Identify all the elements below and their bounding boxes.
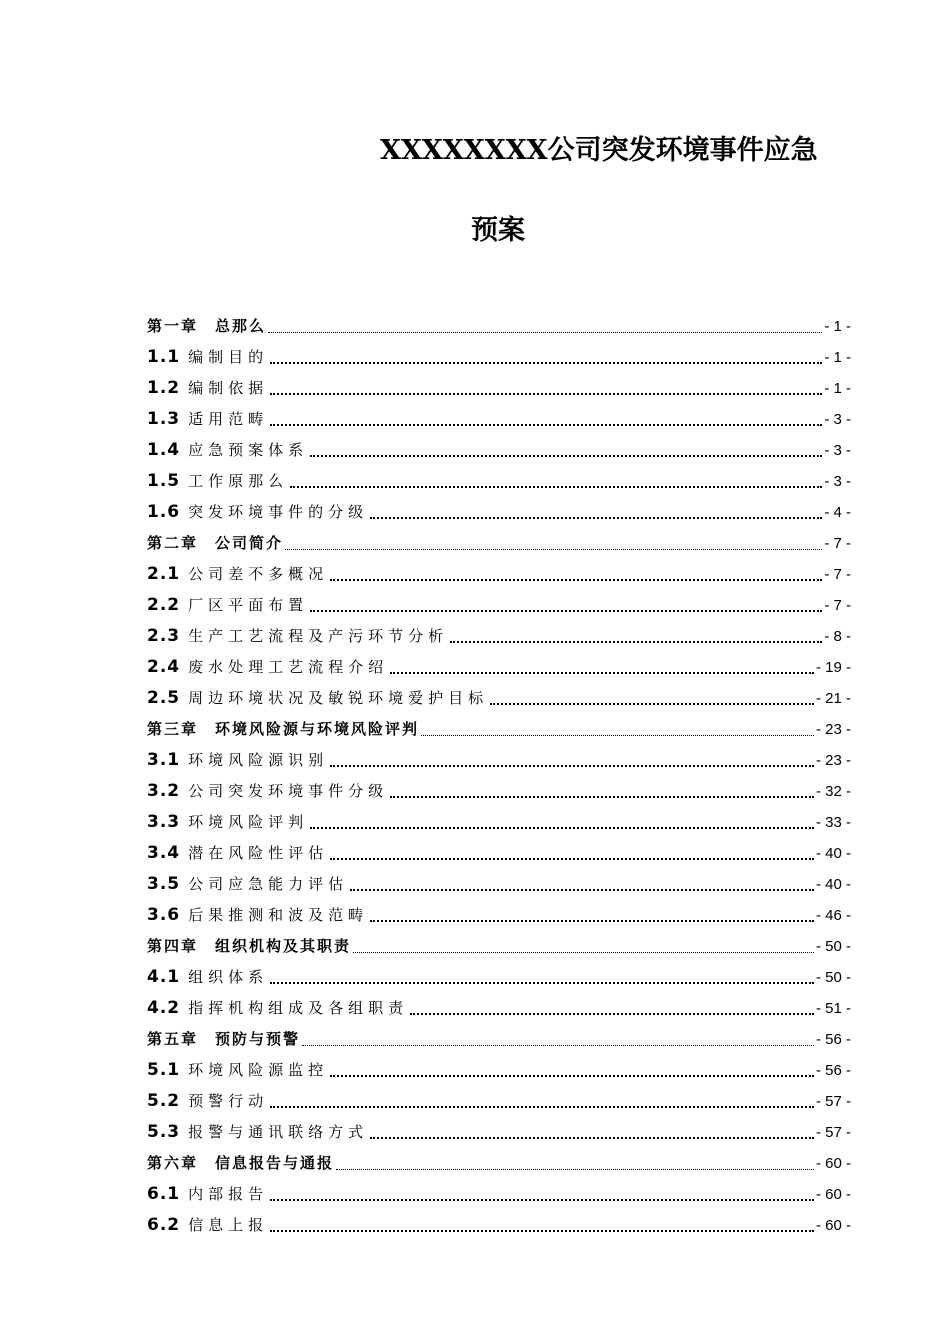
toc-section-number: 1.1 xyxy=(147,347,181,367)
toc-section-entry[interactable] xyxy=(147,993,851,1024)
toc-page-number: - 4 - xyxy=(824,504,851,521)
toc-dot-leader xyxy=(350,889,814,891)
toc-section-number: 3.4 xyxy=(147,843,181,863)
toc-page-number: - 1 - xyxy=(824,318,851,335)
toc-section-text: 公司差不多概况 xyxy=(188,565,329,583)
toc-section-entry[interactable] xyxy=(147,1179,851,1210)
toc-page-number: - 21 - xyxy=(815,690,851,707)
toc-section-number: 1.6 xyxy=(147,502,181,522)
toc-dot-leader xyxy=(330,579,822,581)
toc-dot-leader xyxy=(270,1106,814,1108)
toc-section-text: 周边环境状况及敏锐环境爱护目标 xyxy=(188,689,489,707)
toc-dot-leader xyxy=(330,1075,814,1077)
toc-section-number: 1.3 xyxy=(147,409,181,429)
toc-dot-leader xyxy=(370,920,814,922)
toc-dot-leader xyxy=(270,393,822,395)
toc-page-number: - 56 - xyxy=(815,1031,851,1048)
toc-section-label xyxy=(147,435,308,466)
toc-section-entry[interactable] xyxy=(147,590,851,621)
toc-section-entry[interactable] xyxy=(147,342,851,373)
toc-dot-leader xyxy=(490,703,814,705)
toc-section-label xyxy=(147,993,408,1024)
toc-section-text: 指挥机构组成及各组职责 xyxy=(188,999,409,1017)
toc-section-entry[interactable] xyxy=(147,1055,851,1086)
toc-section-number: 3.3 xyxy=(147,812,181,832)
toc-section-label xyxy=(147,466,288,497)
toc-section-label xyxy=(147,621,448,652)
toc-dot-leader xyxy=(268,332,822,333)
toc-section-entry[interactable] xyxy=(147,373,851,404)
toc-section-label xyxy=(147,900,368,931)
toc-section-number: 2.5 xyxy=(147,688,181,708)
toc-section-text: 工作原那么 xyxy=(188,472,289,490)
toc-section-label xyxy=(147,745,328,776)
toc-chapter-label: 第二章 公司简介 xyxy=(147,534,284,552)
toc-chapter-label: 第六章 信息报告与通报 xyxy=(147,1154,335,1172)
toc-chapter-entry[interactable] xyxy=(147,714,851,745)
toc-page-number: - 7 - xyxy=(824,535,851,552)
toc-page-number: - 50 - xyxy=(815,969,851,986)
toc-dot-leader xyxy=(390,796,814,798)
toc-section-label xyxy=(147,373,268,404)
toc-section-label xyxy=(147,652,388,683)
toc-section-number: 5.1 xyxy=(147,1060,181,1080)
toc-page-number: - 51 - xyxy=(815,1000,851,1017)
toc-chapter-entry[interactable] xyxy=(147,1148,851,1179)
toc-section-label xyxy=(147,869,348,900)
toc-page-number: - 3 - xyxy=(824,411,851,428)
toc-section-number: 4.1 xyxy=(147,967,181,987)
toc-section-text: 环境风险源监控 xyxy=(188,1061,329,1079)
table-of-contents xyxy=(147,311,851,1241)
toc-section-text: 编制依据 xyxy=(188,379,269,397)
toc-section-entry[interactable] xyxy=(147,466,851,497)
toc-section-label xyxy=(147,683,488,714)
toc-section-label xyxy=(147,1179,268,1210)
toc-section-text: 编制目的 xyxy=(188,348,269,366)
toc-dot-leader xyxy=(302,1045,814,1046)
toc-page-number: - 60 - xyxy=(815,1155,851,1172)
toc-section-label xyxy=(147,807,308,838)
toc-section-text: 公司应急能力评估 xyxy=(188,875,349,893)
toc-dot-leader xyxy=(370,517,822,519)
toc-section-label xyxy=(147,559,328,590)
toc-section-entry[interactable] xyxy=(147,776,851,807)
toc-page-number: - 40 - xyxy=(815,845,851,862)
toc-dot-leader xyxy=(421,735,814,736)
toc-section-label xyxy=(147,1055,328,1086)
toc-section-entry[interactable] xyxy=(147,869,851,900)
toc-section-entry[interactable] xyxy=(147,435,851,466)
toc-section-text: 生产工艺流程及产污环节分析 xyxy=(188,627,449,645)
toc-section-text: 环境风险源识别 xyxy=(188,751,329,769)
toc-page-number: - 56 - xyxy=(815,1062,851,1079)
toc-section-label xyxy=(147,962,268,993)
toc-section-text: 废水处理工艺流程介绍 xyxy=(188,658,389,676)
toc-section-label xyxy=(147,590,308,621)
toc-section-number: 1.2 xyxy=(147,378,181,398)
toc-page-number: - 32 - xyxy=(815,783,851,800)
toc-chapter-entry[interactable] xyxy=(147,931,851,962)
toc-chapter-label: 第三章 环境风险源与环境风险评判 xyxy=(147,720,420,738)
toc-section-text: 适用范畴 xyxy=(188,410,269,428)
toc-section-label xyxy=(147,1210,268,1241)
toc-dot-leader xyxy=(330,858,814,860)
toc-section-number: 2.3 xyxy=(147,626,181,646)
toc-section-number: 6.1 xyxy=(147,1184,181,1204)
toc-section-label xyxy=(147,1086,268,1117)
toc-section-text: 报警与通讯联络方式 xyxy=(188,1123,369,1141)
toc-section-entry[interactable] xyxy=(147,900,851,931)
toc-page-number: - 8 - xyxy=(824,628,851,645)
toc-page-number: - 7 - xyxy=(824,597,851,614)
toc-section-label xyxy=(147,497,368,528)
toc-chapter-entry[interactable] xyxy=(147,311,851,342)
toc-section-entry[interactable] xyxy=(147,807,851,838)
toc-section-entry[interactable] xyxy=(147,1117,851,1148)
toc-page-number: - 7 - xyxy=(824,566,851,583)
toc-page-number: - 19 - xyxy=(815,659,851,676)
toc-section-entry[interactable] xyxy=(147,838,851,869)
toc-dot-leader xyxy=(353,952,814,953)
toc-dot-leader xyxy=(450,641,822,643)
toc-section-text: 内部报告 xyxy=(188,1185,269,1203)
toc-section-entry[interactable] xyxy=(147,745,851,776)
toc-dot-leader xyxy=(410,1013,814,1015)
toc-section-label xyxy=(147,776,388,807)
toc-dot-leader xyxy=(310,827,814,829)
toc-section-number: 3.5 xyxy=(147,874,181,894)
toc-chapter-label: 第四章 组织机构及其职责 xyxy=(147,937,352,955)
toc-chapter-label: 第一章 总那么 xyxy=(147,317,267,335)
toc-section-label xyxy=(147,342,268,373)
toc-page-number: - 23 - xyxy=(815,721,851,738)
document-title-line1: XXXXXXXX公司突发环境事件应急 xyxy=(380,135,818,166)
toc-dot-leader xyxy=(330,765,814,767)
toc-dot-leader xyxy=(270,1230,814,1232)
toc-section-number: 2.2 xyxy=(147,595,181,615)
toc-section-number: 1.5 xyxy=(147,471,181,491)
toc-page-number: - 1 - xyxy=(824,380,851,397)
toc-section-entry[interactable] xyxy=(147,683,851,714)
toc-page-number: - 1 - xyxy=(824,349,851,366)
toc-section-entry[interactable] xyxy=(147,559,851,590)
toc-dot-leader xyxy=(290,486,822,488)
toc-section-text: 公司突发环境事件分级 xyxy=(188,782,389,800)
toc-section-text: 组织体系 xyxy=(188,968,269,986)
toc-page-number: - 50 - xyxy=(815,938,851,955)
toc-section-number: 6.2 xyxy=(147,1215,181,1235)
toc-section-label xyxy=(147,1117,368,1148)
toc-dot-leader xyxy=(270,982,814,984)
toc-page-number: - 46 - xyxy=(815,907,851,924)
toc-page-number: - 23 - xyxy=(815,752,851,769)
toc-dot-leader xyxy=(310,455,822,457)
toc-page-number: - 57 - xyxy=(815,1124,851,1141)
toc-page-number: - 40 - xyxy=(815,876,851,893)
toc-section-entry[interactable] xyxy=(147,1210,851,1241)
toc-dot-leader xyxy=(336,1169,814,1170)
toc-section-number: 2.4 xyxy=(147,657,181,677)
toc-section-number: 1.4 xyxy=(147,440,181,460)
toc-section-text: 后果推测和波及范畴 xyxy=(188,906,369,924)
toc-section-label xyxy=(147,838,328,869)
toc-section-text: 预警行动 xyxy=(188,1092,269,1110)
toc-page-number: - 3 - xyxy=(824,473,851,490)
toc-chapter-entry[interactable] xyxy=(147,1024,851,1055)
toc-page-number: - 60 - xyxy=(815,1217,851,1234)
toc-section-label xyxy=(147,404,268,435)
toc-section-number: 2.1 xyxy=(147,564,181,584)
toc-dot-leader xyxy=(270,1199,814,1201)
toc-section-text: 环境风险评判 xyxy=(188,813,309,831)
toc-section-text: 突发环境事件的分级 xyxy=(188,503,369,521)
toc-section-text: 信息上报 xyxy=(188,1216,269,1234)
toc-page-number: - 3 - xyxy=(824,442,851,459)
toc-section-entry[interactable] xyxy=(147,652,851,683)
toc-section-text: 厂区平面布置 xyxy=(188,596,309,614)
toc-page-number: - 57 - xyxy=(815,1093,851,1110)
toc-section-text: 应急预案体系 xyxy=(188,441,309,459)
toc-dot-leader xyxy=(270,424,822,426)
toc-section-entry[interactable] xyxy=(147,404,851,435)
toc-dot-leader xyxy=(370,1137,814,1139)
toc-section-number: 5.2 xyxy=(147,1091,181,1111)
toc-section-entry[interactable] xyxy=(147,621,851,652)
toc-page-number: - 33 - xyxy=(815,814,851,831)
toc-section-entry[interactable] xyxy=(147,962,851,993)
toc-section-text: 潜在风险性评估 xyxy=(188,844,329,862)
toc-section-number: 4.2 xyxy=(147,998,181,1018)
toc-section-number: 5.3 xyxy=(147,1122,181,1142)
toc-dot-leader xyxy=(310,610,822,612)
toc-section-number: 3.6 xyxy=(147,905,181,925)
toc-section-entry[interactable] xyxy=(147,497,851,528)
toc-dot-leader xyxy=(390,672,814,674)
toc-chapter-label: 第五章 预防与预警 xyxy=(147,1030,301,1048)
toc-chapter-entry[interactable] xyxy=(147,528,851,559)
toc-section-number: 3.1 xyxy=(147,750,181,770)
toc-dot-leader xyxy=(285,549,822,550)
toc-section-number: 3.2 xyxy=(147,781,181,801)
toc-page-number: - 60 - xyxy=(815,1186,851,1203)
document-title-line2: 预案 xyxy=(471,215,525,246)
toc-section-entry[interactable] xyxy=(147,1086,851,1117)
toc-dot-leader xyxy=(270,362,822,364)
